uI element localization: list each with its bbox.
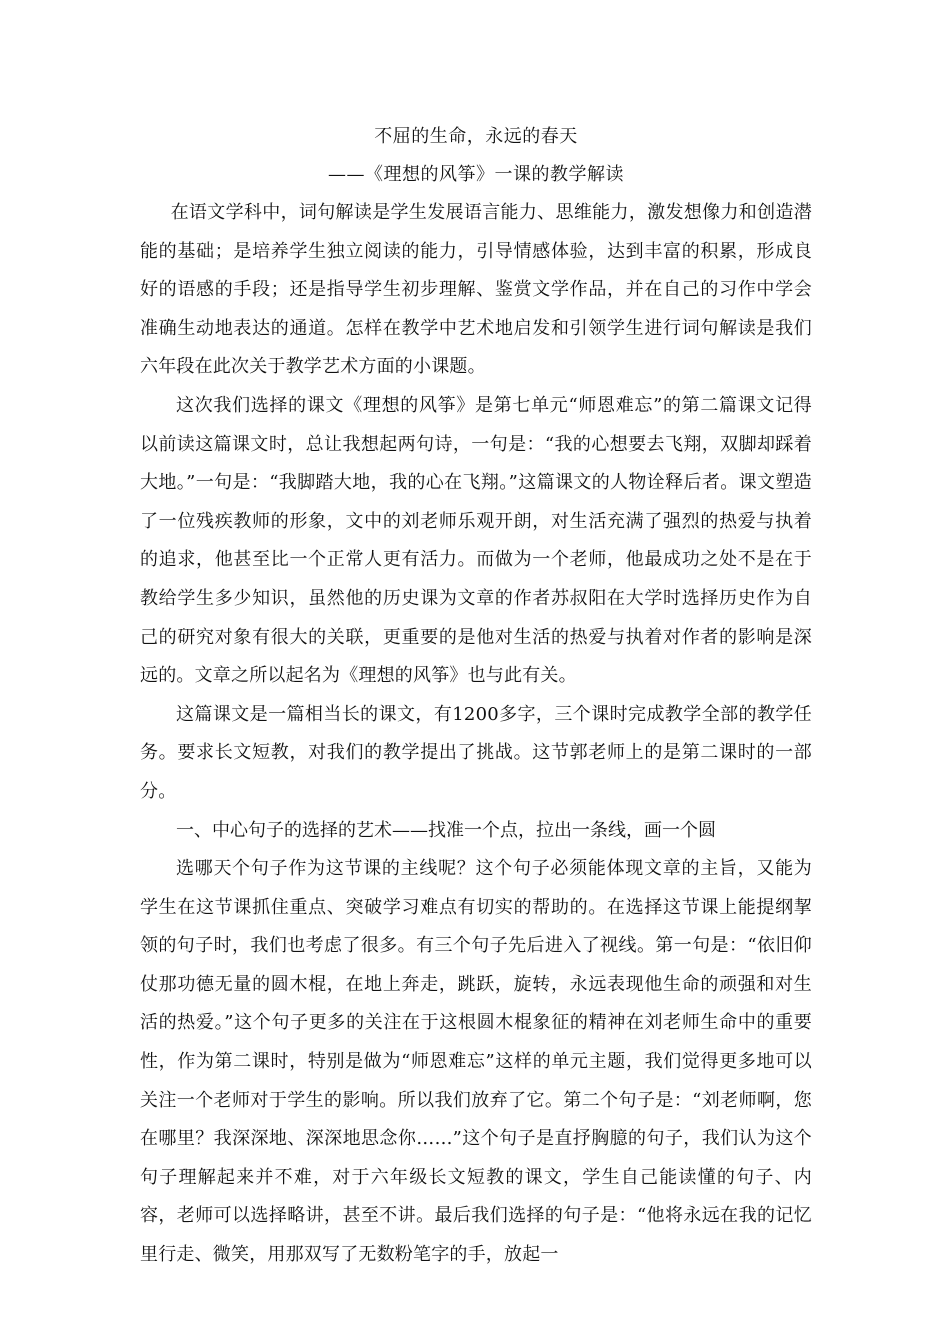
- document-subtitle: ——《理想的风筝》一课的教学解读: [328, 164, 624, 185]
- document-body: [140, 118, 812, 1275]
- section-paragraph: 选哪天个句子作为这节课的主线呢？这个句子必须能体现文章的主旨，又能为学生在这节课抓住重点、突破学习难点有切实的帮助的。在选择这节课上能提纲挈领的句子时，我们也考虑了很多。有三个句子先后进入了视线。第一句是：“依旧仰仗那功德无量的圆木棍，在地上奔走，跳跃，旋转，永远表现他生命的顽强和对生活的热爱。”这个句子更多的关注在于这根圆木棍象征的精神在刘老师生命中的重要性，作为第二课时，特别是做为“师恩难忘”这样的单元主题，我们觉得更多地可以关注一个老师对于学生的影响。所以我们放弃了它。第二个句子是：“刘老师啊，您在哪里？我深深地、深深地思念你……”这个句子是直抒胸臆的句子，我们认为这个句子理解起来并不难，对于六年级长文短教的课文，学生自己能读懂的句子、内容，老师可以选择略讲，甚至不讲。最后我们选择的句子是：“他将永远在我的记忆里行走、微笑，用那双写了无数粉笔字的手，放起一: [140, 858, 812, 1266]
- paragraph-3: 这篇课文是一篇相当长的课文，有1200多字，三个课时完成教学全部的教学任务。要求长文短教，对我们的教学提出了挑战。这节郭老师上的是第二课时的一部分。: [140, 703, 812, 802]
- paragraph-2: 这次我们选择的课文《理想的风筝》是第七单元“师恩难忘”的第二篇课文记得以前读这篇课文时，总让我想起两句诗，一句是：“我的心想要去飞翔，双脚却踩着大地。”一句是：“我脚踏大地，我的心在飞翔。”这篇课文的人物诠释后者。课文塑造了一位残疾教师的形象，文中的刘老师乐观开朗，对生活充满了强烈的热爱与执着的追求，他甚至比一个正常人更有活力。而做为一个老师，他最成功之处不是在于教给学生多少知识，虽然他的历史课为文章的作者苏叔阳在大学时选择历史作为自己的研究对象有很大的关联，更重要的是他对生活的热爱与执着对作者的影响是深远的。文章之所以起名为《理想的风筝》也与此有关。: [140, 394, 812, 687]
- document-title: 不屈的生命，永远的春天: [374, 126, 578, 147]
- section-heading: 一、中心句子的选择的艺术——找准一个点，拉出一条线，画一个圆: [176, 819, 716, 841]
- paragraph-1: 在语文学科中，词句解读是学生发展语言能力、思维能力，激发想像力和创造潜能的基础；是培养学生独立阅读的能力，引导情感体验，达到丰富的积累，形成良好的语感的手段；还是指导学生初步理解、鉴赏文学作品，并在自己的习作中学会准确生动地表达的通道。怎样在教学中艺术地启发和引领学生进行词句解读是我们六年段在此次关于教学艺术方面的小课题。: [140, 202, 812, 378]
